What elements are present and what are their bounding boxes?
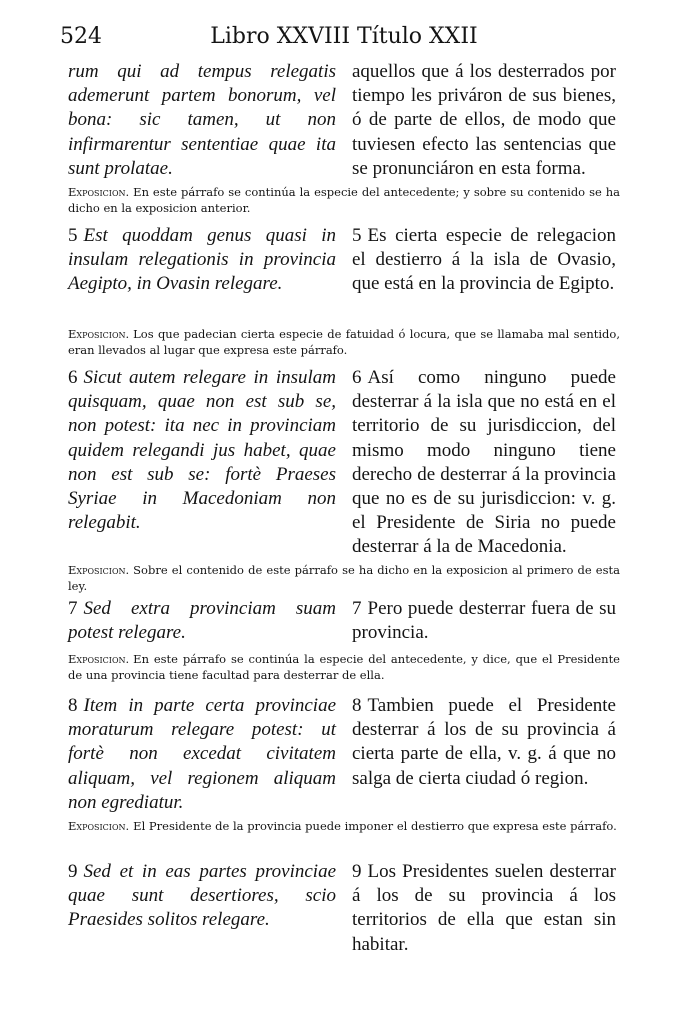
section-paragraph-8: [68, 694, 616, 834]
section-continuation: [68, 60, 620, 216]
exposicion-label: Exposicion.: [68, 185, 130, 199]
spanish-paragraph: aquellos que á los desterrados por tiempo les priváron de sus bienes, ó de parte de ellos, de modo que tuviesen efecto las sentencias que se pronunciáron en esta forma.: [352, 61, 616, 179]
exposicion-note: [68, 326, 620, 358]
paragraph-number: 8: [352, 695, 362, 716]
paragraph-number: 7: [68, 598, 78, 619]
page-number: 524: [60, 24, 102, 49]
latin-paragraph: Sicut autem relegare in insulam quisquam, quae non est sub se, non potest: ita nec in provinciam quidem relegandi jus habet, quae non est sub se: fortè Praeses Syriae in Macedoniam non relegabit.: [68, 367, 336, 534]
latin-text: [68, 60, 336, 181]
latin-text: [68, 597, 336, 645]
paragraph-number: 5: [68, 225, 78, 246]
spanish-paragraph: Los Presidentes suelen desterrar á los de su provincia á los territorios de ella que estan sin habitar.: [352, 861, 616, 955]
spanish-text: [352, 60, 616, 181]
latin-text: [68, 224, 336, 297]
latin-text: [68, 860, 336, 933]
text-columns: [68, 860, 616, 960]
latin-paragraph: Sed et in eas partes provinciae quae sunt desertiores, scio Praesides solitos relegare.: [68, 861, 336, 931]
spanish-text: [352, 597, 616, 645]
page-header: [60, 22, 628, 52]
spanish-text: [352, 860, 616, 957]
section-paragraph-6: [68, 366, 620, 594]
paragraph-number: 8: [68, 695, 78, 716]
exposicion-text: En este párrafo se continúa la especie del antecedente; y sobre su contenido se ha dicho en la exposicion anterior.: [68, 185, 620, 215]
spanish-paragraph: Así como ninguno puede desterrar á la isla que no está en el territorio de su jurisdiccion, del mismo modo ninguno tiene derecho de desterrar á la provincia que no es de su jurisdiccion: v. g. el Presidente de Siria no puede desterrar á la de Macedonia.: [352, 367, 616, 558]
paragraph-number: 7: [352, 598, 362, 619]
paragraph-number: 6: [68, 367, 78, 388]
section-paragraph-5: [68, 224, 620, 358]
exposicion-label: Exposicion.: [68, 819, 130, 833]
paragraph-number: 9: [352, 861, 362, 882]
section-paragraph-7: [68, 597, 620, 683]
text-columns: [68, 224, 616, 320]
section-paragraph-9: [68, 860, 616, 960]
paragraph-number: 9: [68, 861, 78, 882]
exposicion-text: Sobre el contenido de este párrafo se ha dicho en la exposicion al primero de esta ley.: [68, 563, 620, 593]
text-columns: [68, 694, 616, 812]
spanish-paragraph: Pero puede desterrar fuera de su provincia.: [352, 598, 616, 644]
latin-paragraph: Sed extra provinciam suam potest relegare.: [68, 598, 336, 644]
paragraph-number: 5: [352, 225, 362, 246]
exposicion-note: [68, 562, 620, 594]
exposicion-text: El Presidente de la provincia puede imponer el destierro que expresa este párrafo.: [133, 819, 617, 833]
latin-paragraph: Item in parte certa provinciae moraturum relegare potest: ut fortè non excedat civitatem aliquam, vel regionem aliquam non egrediatur.: [68, 695, 336, 813]
spanish-text: [352, 694, 616, 791]
exposicion-text: Los que padecian cierta especie de fatuidad ó locura, que se llamaba mal sentido, eran llevados al lugar que expresa este párrafo.: [68, 327, 620, 357]
text-columns: [68, 60, 616, 178]
latin-paragraph: Est quoddam genus quasi in insulam relegationis in provincia Aegipto, in Ovasin relegare.: [68, 225, 336, 295]
spanish-text: [352, 224, 616, 297]
exposicion-note: [68, 651, 620, 683]
latin-paragraph: rum qui ad tempus relegatis ademerunt partem bonorum, vel bona: sic tamen, ut non infirmarentur sententiae quae ita sunt prolatae.: [68, 61, 336, 179]
exposicion-label: Exposicion.: [68, 563, 130, 577]
spanish-paragraph: Es cierta especie de relegacion el destierro á la isla de Ovasio, que está en la provincia de Egipto.: [352, 225, 616, 295]
spanish-paragraph: Tambien puede el Presidente desterrar á los de su provincia á cierta parte de ella, v. g. á que no salga de cierta ciudad ó region.: [352, 695, 616, 789]
exposicion-note: [68, 818, 620, 834]
spanish-text: [352, 366, 616, 560]
exposicion-note: [68, 184, 620, 216]
latin-text: [68, 366, 336, 535]
text-columns: [68, 597, 616, 645]
running-title: Libro XXVIII Título XXII: [210, 24, 478, 49]
text-columns: [68, 366, 616, 556]
exposicion-label: Exposicion.: [68, 327, 130, 341]
latin-text: [68, 694, 336, 815]
exposicion-label: Exposicion.: [68, 652, 130, 666]
paragraph-number: 6: [352, 367, 362, 388]
exposicion-text: En este párrafo se continúa la especie del antecedente, y dice, que el Presidente de una provincia tiene facultad para desterrar de ella.: [68, 652, 620, 682]
